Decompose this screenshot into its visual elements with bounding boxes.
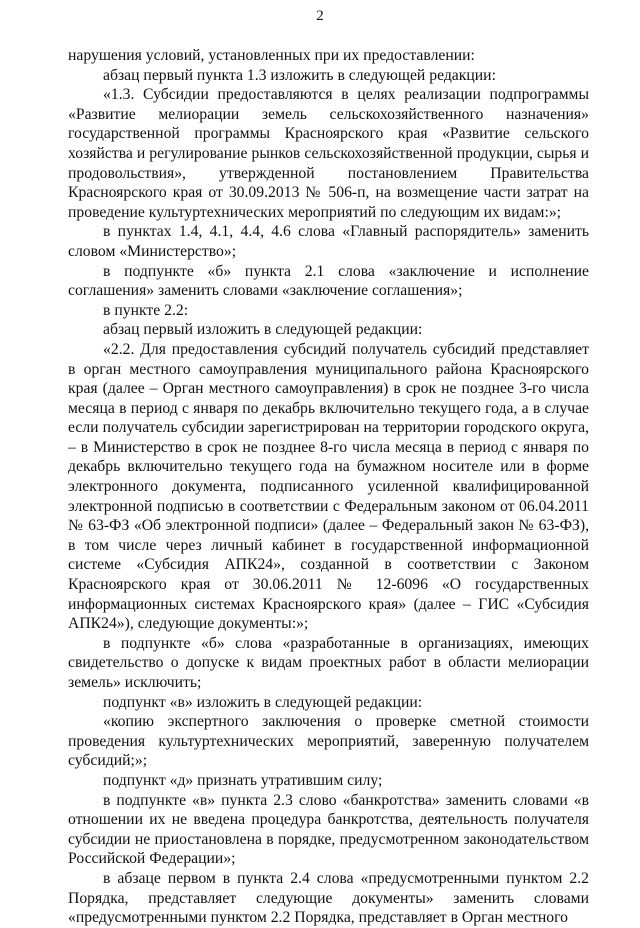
paragraph: в пунктах 1.4, 4.1, 4.4, 4.6 слова «Главный распорядитель» заменить словом «Министерство»; [68, 223, 589, 260]
paragraph: абзац первый изложить в следующей редакции: [103, 321, 423, 339]
paragraph: в подпункте «в» пункта 2.3 слово «банкротства» заменить словами «в отношении их не введена процедура банкротства, деятельность получателя субсидии не приостановлена в порядке, предусмотренном законодательством Российской Федерации»; [68, 791, 589, 868]
paragraph: «копию экспертного заключения о проверке сметной стоимости проведения культуртехнических мероприятий, заверенную получателем субсидий;»; [68, 713, 589, 770]
paragraph: подпункт «д» признать утратившим силу; [103, 771, 383, 789]
paragraph: в подпункте «б» слова «разработанные в организациях, имеющих свидетельство о допуске к видам проектных работ в области мелиорации земель» исключить; [68, 634, 589, 691]
paragraph: в подпункте «б» пункта 2.1 слова «заключение и исполнение соглашения» заменить словами «заключение соглашения»; [68, 262, 589, 300]
page-number: 2 [316, 8, 324, 24]
paragraph: «1.3. Субсидии предоставляются в целях реализации подпрограммы «Развитие мелиорации земель сельскохозяйственного назначения» государственной программы Красноярского края «Развитие сельского хозяйства и регулирование рынков сельскохозяйственной продукции, сырья и продовольствия», утвержденной постановлением Правительства Красноярского края от 30.09.2013 № 506-п, на возмещение части затрат на проведение культуртехнических мероприятий по следующим их видам:»; [68, 86, 589, 221]
paragraph: подпункт «в» изложить в следующей редакции: [103, 693, 423, 711]
paragraph: абзац первый пункта 1.3 изложить в следующей редакции: [103, 66, 496, 84]
paragraph: нарушения условий, установленных при их предоставлении: [68, 47, 475, 64]
paragraph: в пункте 2.2: [103, 301, 189, 319]
paragraph: в абзаце первом в пункта 2.4 слова «предусмотренными пунктом 2.2 Порядка, представляет следующие документы» заменить словами «предусмотренными пунктом 2.2 Порядка, представляет в Орган местного [68, 869, 589, 927]
document-body [68, 46, 589, 928]
paragraph: «2.2. Для предоставления субсидий получатель субсидий представляет в орган местного самоуправления муниципального района Красноярского края (далее – Орган местного самоуправления) в срок не позднее 3-го числа месяца в период с января по декабрь включительно текущего года, а в случае если получатель субсидии зарегистрирован на территории городского округа, – в Министерство в срок не позднее 8-го числа месяца в период с января по декабрь включительно текущего года на бумажном носителе или в форме электронного документа, подписанного усиленной квалифицированной электронной подписью в соответствии с Федеральным законом от 06.04.2011 № 63-ФЗ «Об электронной подписи» (далее – Федеральный закон № 63-ФЗ), в том числе через личный кабинет в государственной информационной системе «Субсидия АПК24», созданной в соответствии с Законом Красноярского края от 30.06.2011 № 12-6096 «О государственных информационных системах Красноярского края» (далее – ГИС «Субсидия АПК24»), следующие документы:»; [68, 340, 589, 633]
